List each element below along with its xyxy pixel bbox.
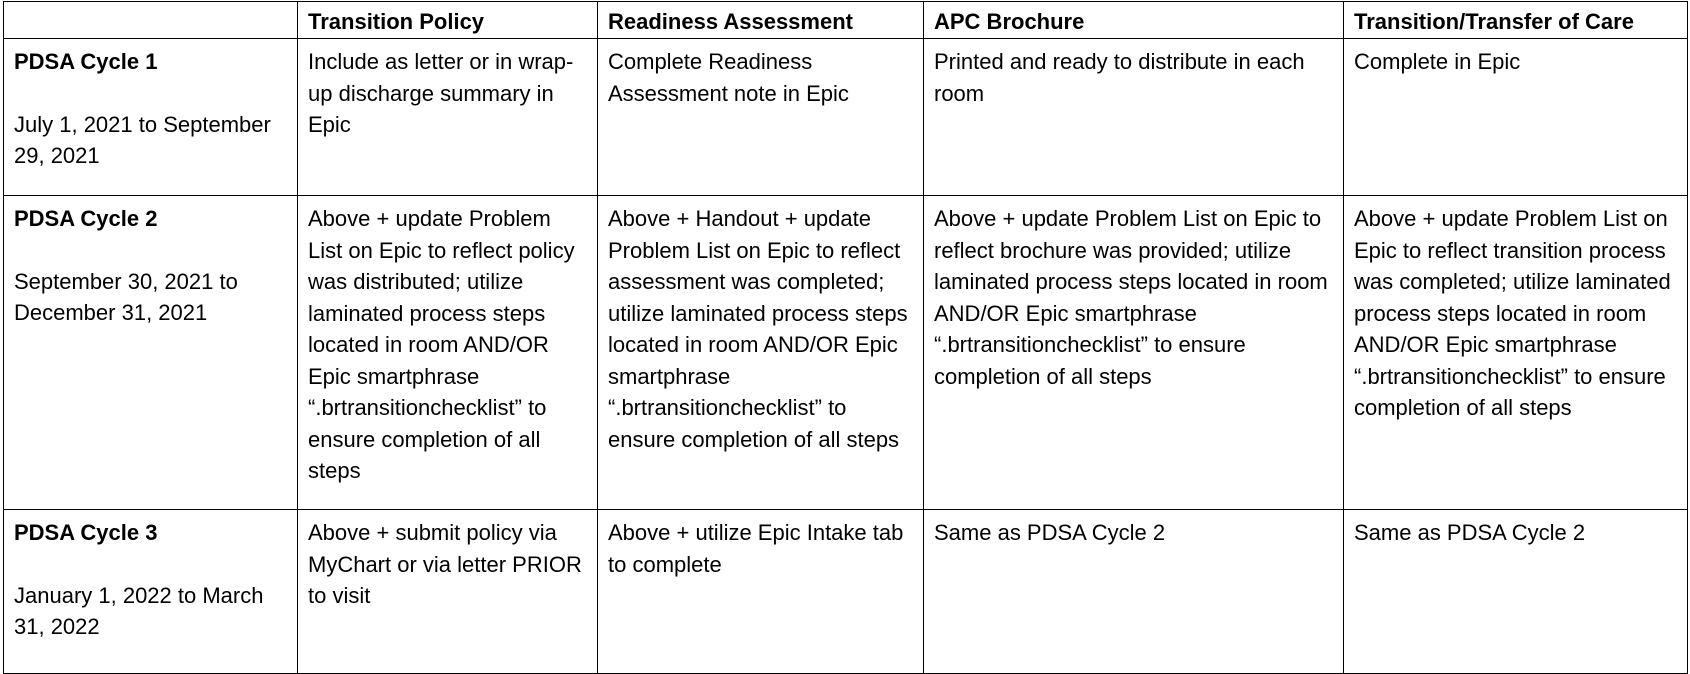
table-cell: Same as PDSA Cycle 2: [1344, 510, 1688, 674]
table-cell: Include as letter or in wrap-up discharge summary in Epic: [298, 39, 598, 196]
row-label-cell: [4, 39, 298, 196]
header-transition-policy: Transition Policy: [298, 2, 598, 39]
cycle-dates: July 1, 2021 to September 29, 2021: [14, 111, 271, 168]
header-transition-transfer-of-care: Transition/Transfer of Care: [1344, 2, 1688, 39]
header-row: [4, 2, 1688, 39]
table-cell: Printed and ready to distribute in each room: [924, 39, 1344, 196]
table-cell: Above + update Problem List on Epic to reflect transition process was completed; utilize laminated process steps located in room AND/OR Epic smartphrase “.brtransitionchecklist” to ensure completion of all steps: [1344, 196, 1688, 510]
row-label-cell: [4, 510, 298, 674]
table-cell: Above + Handout + update Problem List on Epic to reflect assessment was completed; utilize laminated process steps located in room AND/OR Epic smartphrase “.brtransitionchecklist” to ensure completion of all steps: [598, 196, 924, 510]
table-cell: Above + update Problem List on Epic to reflect brochure was provided; utilize laminated process steps located in room AND/OR Epic smartphrase “.brtransitionchecklist” to ensure completion of all steps: [924, 196, 1344, 510]
table-cell: Same as PDSA Cycle 2: [924, 510, 1344, 674]
cycle-name: PDSA Cycle 3: [14, 520, 158, 545]
cycle-dates: September 30, 2021 to December 31, 2021: [14, 268, 238, 325]
table-cell: Complete Readiness Assessment note in Epic: [598, 39, 924, 196]
table-cell: Above + utilize Epic Intake tab to complete: [598, 510, 924, 674]
row-label-cell: [4, 196, 298, 510]
table-row: [4, 196, 1688, 510]
cycle-name: PDSA Cycle 2: [14, 206, 158, 231]
table-cell: Above + update Problem List on Epic to reflect policy was distributed; utilize laminated process steps located in room AND/OR Epic smartphrase “.brtransitionchecklist” to ensure completion of all steps: [298, 196, 598, 510]
table-cell: Above + submit policy via MyChart or via letter PRIOR to visit: [298, 510, 598, 674]
pdsa-cycles-table: [3, 1, 1688, 674]
header-apc-brochure: APC Brochure: [924, 2, 1344, 39]
table-row: [4, 510, 1688, 674]
header-corner-cell: [4, 2, 298, 39]
table-row: [4, 39, 1688, 196]
header-readiness-assessment: Readiness Assessment: [598, 2, 924, 39]
cycle-name: PDSA Cycle 1: [14, 49, 158, 74]
cycle-dates: January 1, 2022 to March 31, 2022: [14, 582, 264, 639]
table-cell: Complete in Epic: [1344, 39, 1688, 196]
